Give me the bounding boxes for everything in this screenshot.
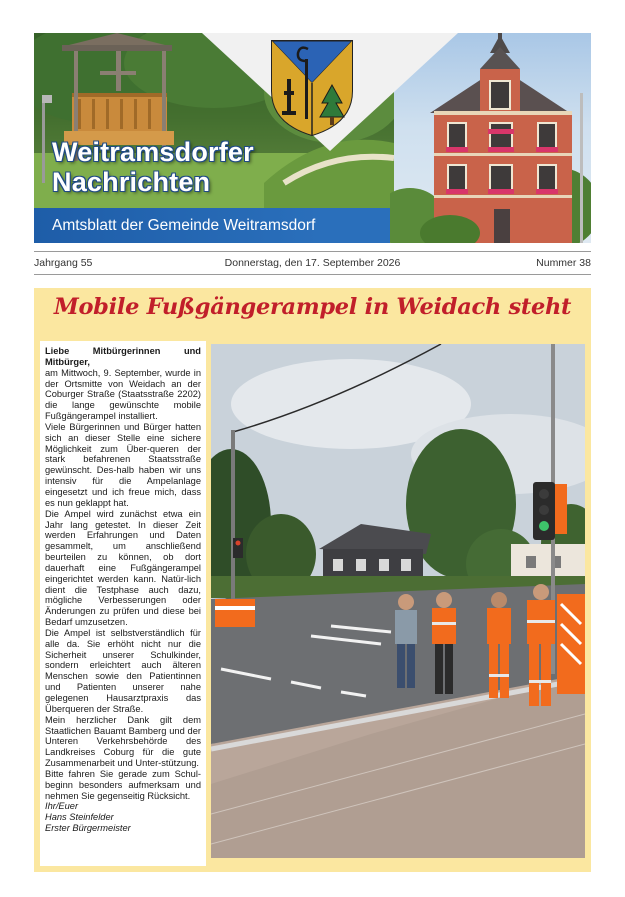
letter-paragraph: Viele Bürgerinnen und Bürger hatten sich an dieser Stelle eine sichere Möglichkeit zum Über-queren der stark befahrenen Staatsstraße gewünscht. Des-halb haben wir uns intensiv für die Ampelanlage eingesetzt und ich freue mich, dass es nun geklappt hat.: [45, 421, 201, 508]
letter-paragraph: Die Ampel ist selbstverständlich für alle da. Sie erhöht nicht nur die Sicherheit unserer Schulkinder, sondern erleichtert auch älteren Menschen sowie den Patientinnen und Patienten unserer nahe gelegenen Hausarztpraxis das Überqueren der Straße.: [45, 627, 201, 714]
letter-paragraph: am Mittwoch, 9. September, wurde in der Ortsmitte von Weidach an der Coburger Straße (Staatsstraße 2202) die lange gewünschte mobile Fußgängerampel installiert.: [45, 367, 201, 422]
letter-paragraph: Bitte fahren Sie gerade zum Schul-beginn besonders aufmerksam und nehmen Sie gegenseitig Rücksicht.: [45, 768, 201, 801]
letter-greeting: Liebe Mitbürgerinnen und Mitbürger,: [45, 346, 201, 367]
issue-number: Nummer 38: [536, 257, 591, 269]
issue-info-bar: [34, 251, 591, 275]
letter-signature-closing: Ihr/Euer: [45, 801, 79, 812]
issue-volume: Jahrgang 55: [34, 257, 93, 269]
masthead-subtitle: Amtsblatt der Gemeinde Weitramsdorf: [52, 217, 316, 234]
traffic-light-scene: [211, 344, 585, 858]
mayor-letter: [40, 341, 206, 866]
masthead-title-line1: Weitramsdorfer: [52, 137, 254, 167]
article-photo: [211, 344, 585, 858]
masthead-title: [52, 137, 254, 197]
masthead-title-line2: Nachrichten: [52, 167, 211, 197]
masthead: [34, 33, 591, 243]
coat-of-arms-icon: [270, 39, 354, 137]
lead-article: [34, 288, 591, 872]
issue-date: Donnerstag, den 17. September 2026: [224, 257, 401, 269]
letter-paragraph: Mein herzlicher Dank gilt dem Staatlichen Bauamt Bamberg und der Unteren Verkehrsbehörde des Landkreises Coburg für die gute Zusammenarbeit und Unter-stützung.: [45, 714, 201, 769]
article-headline: Mobile Fußgängerampel in Weidach steht: [53, 294, 572, 320]
letter-signature-title: Erster Bürgermeister: [45, 823, 131, 834]
letter-paragraph: Die Ampel wird zunächst etwa ein Jahr lang getestet. In dieser Zeit werden Erfahrungen und Daten gesammelt, um anschließend beurteilen zu können, ob dort dauerhaft eine Fußgängerampel eingerichtet werden kann. Natür-lich dient die Testphase auch dazu, mögliche Verbesserungen oder Änderungen zu prüfen und diese bei Bedarf umzusetzen.: [45, 508, 201, 628]
letter-signature-name: Hans Steinfelder: [45, 812, 114, 823]
